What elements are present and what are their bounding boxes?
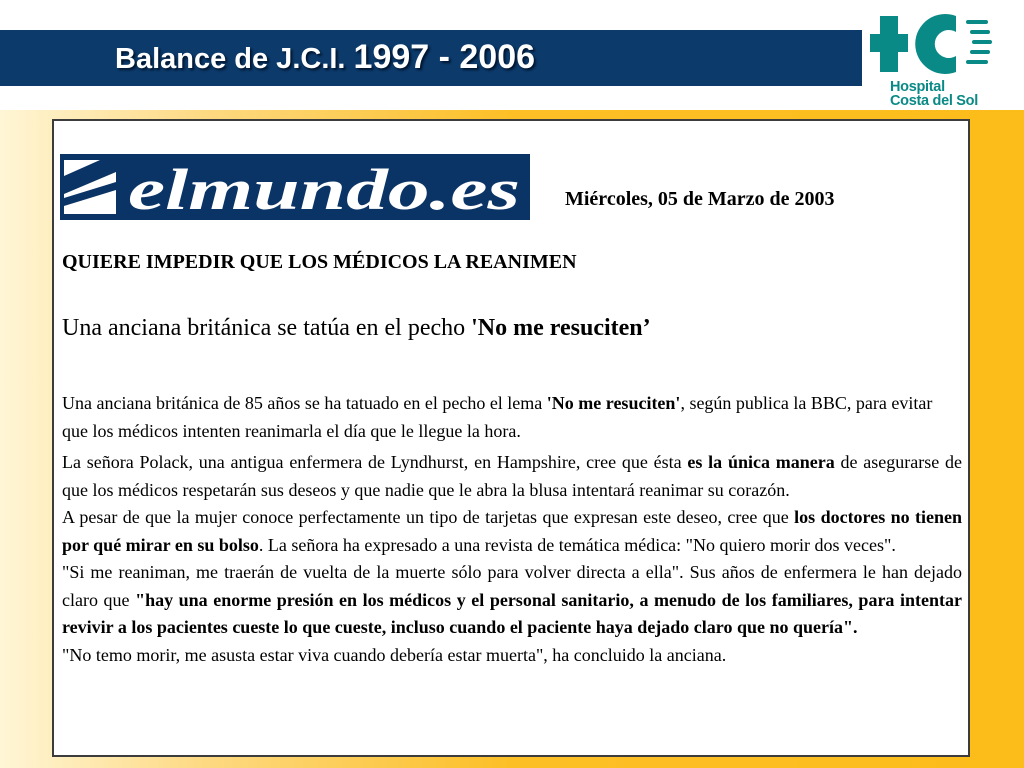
article-body [62,449,962,669]
article-subhead [62,315,651,342]
p2-bold: los doctores no tienen por qué mirar en su bolso [62,507,963,555]
paragraph-3 [62,559,962,642]
slide-title [115,38,535,77]
title-years: 1997 - 2006 [353,38,536,76]
hospital-logo-line1: Hospital [890,79,945,95]
paragraph-2 [62,504,962,559]
elmundo-masthead [60,154,530,220]
p1-text: La señora Polack, una antigua enfermera de Lyndhurst, en Hampshire, cree que ésta [62,452,688,472]
lead-text-end: , según publica la BBC, para evitar que los médicos intenten reanimarla el día que le llegue la hora. [62,393,933,441]
subhead-text: Una anciana británica se tatúa en el pecho [62,315,472,341]
title-main: Balance de J.C.I. [115,43,354,75]
lead-text: Una anciana británica de 85 años se ha tatuado en el pecho el lema [62,393,547,413]
p1-bold: es la única manera [687,452,835,472]
lead-bold: 'No me resuciten' [546,393,681,413]
paragraph-4: "No temo morir, me asusta estar viva cuando debería estar muerta", ha concluido la anciana. [62,644,727,665]
article-headline: QUIERE IMPEDIR QUE LOS MÉDICOS LA REANIMEN [62,251,577,273]
article-lead [62,389,962,445]
article-date: Miércoles, 05 de Marzo de 2003 [565,188,835,210]
p3-text: "Si me reaniman, me traerán de vuelta de la muerte sólo para volver directa a ella". Sus años de enfermera le han dejado claro que [62,562,962,610]
masthead-name: elmundo.es [128,157,520,220]
paragraph-1 [62,449,962,504]
subhead-bold: 'No me resuciten’ [471,315,651,341]
p3-bold: "hay una enorme presión en los médicos y el personal sanitario, a menudo de los familiares, para intentar revivir a los pacientes cueste lo que cueste, incluso cuando el paciente haya dejado claro que no quería". [62,589,962,637]
hospital-logo-line2: Costa del Sol [890,93,978,109]
p2-text-end: . La señora ha expresado a una revista de temática médica: "No quiero morir dos veces". [258,534,896,555]
p1-text-end: de asegurarse de que los médicos respetarán sus deseos y que nadie que le abra la blusa intentará reanimar su corazón. [62,452,962,500]
p2-text: A pesar de que la mujer conoce perfectamente un tipo de tarjetas que expresan este deseo, cree que [62,507,795,527]
